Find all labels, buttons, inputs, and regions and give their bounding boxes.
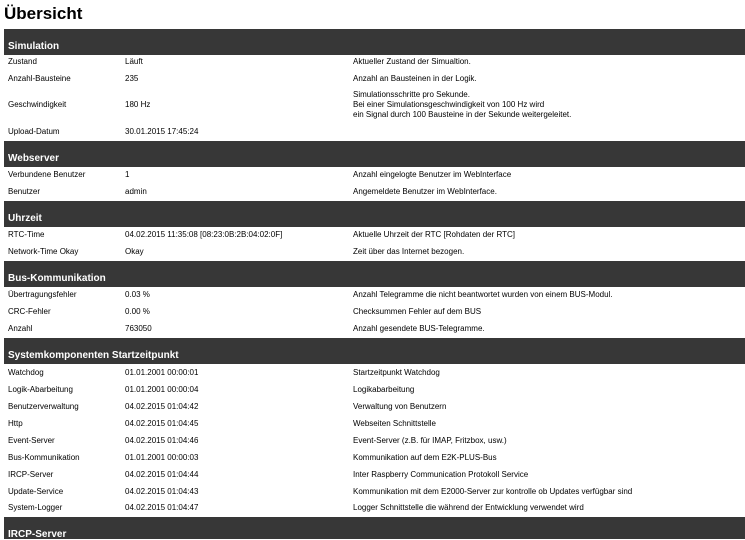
row-value: 01.01.2001 00:00:01 [125,368,199,377]
row-value: 04.02.2015 01:04:47 [125,503,199,512]
row-value: 04.02.2015 11:35:08 [08:23:0B:2B:04:02:0F] [125,230,283,239]
row-description: Kommunikation auf dem E2K-PLUS-Bus [353,453,497,462]
row-description: Angemeldete Benutzer im WebInterface. [353,187,497,196]
row-value: 0.00 % [125,307,150,316]
row-description: Verwaltung von Benutzern [353,402,447,411]
row-label: Übertragungsfehler [8,290,77,299]
section-header-simulation: Simulation [4,29,745,55]
row-description: Startzeitpunkt Watchdog [353,368,440,377]
row-value: 1 [125,170,130,179]
row-label: Logik-Abarbeitung [8,385,73,394]
row-value: Läuft [125,57,143,66]
row-label: RTC-Time [8,230,45,239]
row-label: Http [8,419,23,428]
row-label: Anzahl-Bausteine [8,74,71,83]
row-description: Anzahl eingelogte Benutzer im WebInterface [353,170,512,179]
row-value: 180 Hz [125,100,151,109]
row-value: 04.02.2015 01:04:43 [125,487,199,496]
row-label: Geschwindigkeit [8,100,67,109]
section-header-ircp-server: IRCP-Server [4,517,745,539]
row-description: Inter Raspberry Communication Protokoll Service [353,470,529,479]
row-label: System-Logger [8,503,63,512]
row-value: 235 [125,74,139,83]
row-label: Upload-Datum [8,127,60,136]
row-value: 763050 [125,324,152,333]
row-label: Watchdog [8,368,44,377]
row-label: Zustand [8,57,37,66]
row-value: admin [125,187,147,196]
row-value: 04.02.2015 01:04:44 [125,470,199,479]
row-value: 04.02.2015 01:04:45 [125,419,199,428]
row-label: IRCP-Server [8,470,54,479]
row-value: 01.01.2001 00:00:03 [125,453,199,462]
page-title: Übersicht [4,4,83,23]
row-value: Okay [125,247,144,256]
section-header-uhrzeit: Uhrzeit [4,201,745,227]
row-label: Benutzerverwaltung [8,402,79,411]
row-description: Logikabarbeitung [353,385,415,394]
row-value: 0.03 % [125,290,150,299]
row-label: Anzahl [8,324,33,333]
row-description: Simulationsschritte pro Sekunde. Bei einer Simulationsgeschwindigkeit von 100 Hz wird ein Signal durch 100 Bausteine in der Sekunde weitergeleitet. [353,90,572,119]
section-header-webserver: Webserver [4,141,745,167]
row-description: Anzahl an Bausteinen in der Logik. [353,74,477,83]
row-label: Benutzer [8,187,41,196]
row-description: Aktueller Zustand der Simualtion. [353,57,471,66]
row-label: Network-Time Okay [8,247,79,256]
row-description: Checksummen Fehler auf dem BUS [353,307,482,316]
row-description: Event-Server (z.B. für IMAP, Fritzbox, usw.) [353,436,507,445]
row-label: Verbundene Benutzer [8,170,86,179]
row-label: Bus-Kommunikation [8,453,80,462]
section-header-bus-kommunikation: Bus-Kommunikation [4,261,745,287]
row-description: Kommunikation mit dem E2000-Server zur kontrolle ob Updates verfügbar sind [353,487,633,496]
row-description: Zeit über das Internet bezogen. [353,247,465,256]
row-value: 01.01.2001 00:00:04 [125,385,199,394]
row-value: 04.02.2015 01:04:46 [125,436,199,445]
row-description: Logger Schnittstelle die während der Entwicklung verwendet wird [353,503,584,512]
row-description: Anzahl Telegramme die nicht beantwortet wurden von einem BUS-Modul. [353,290,613,299]
row-label: Event-Server [8,436,55,445]
row-label: CRC-Fehler [8,307,51,316]
row-description: Webseiten Schnittstelle [353,419,437,428]
row-value: 30.01.2015 17:45:24 [125,127,199,136]
row-description: Anzahl gesendete BUS-Telegramme. [353,324,485,333]
section-header-systemkomponenten: Systemkomponenten Startzeitpunkt [4,338,745,364]
row-value: 04.02.2015 01:04:42 [125,402,199,411]
row-description: Aktuelle Uhrzeit der RTC [Rohdaten der RTC] [353,230,515,239]
row-label: Update-Service [8,487,64,496]
